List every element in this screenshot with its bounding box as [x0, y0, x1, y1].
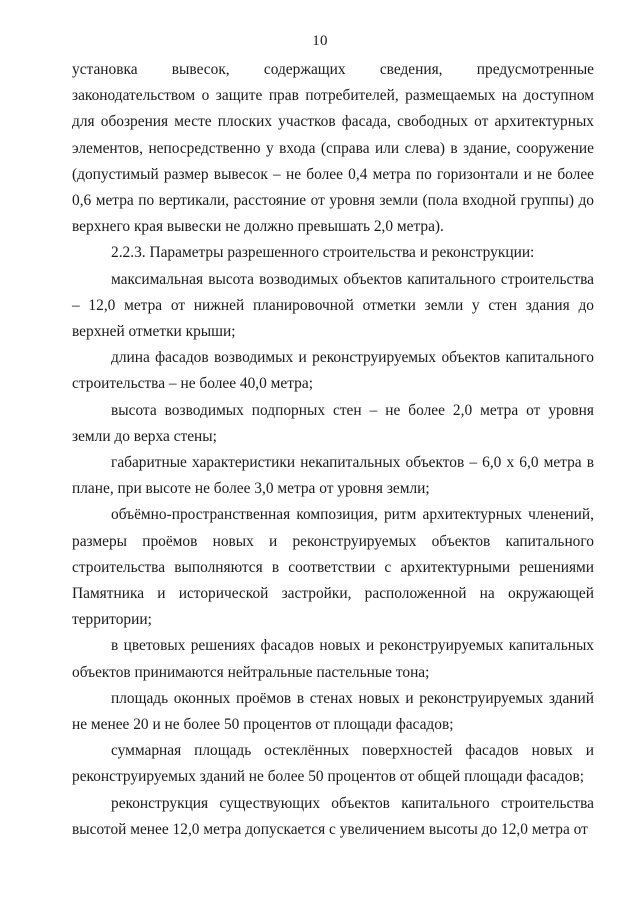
paragraph-section-heading: 2.2.3. Параметры разрешенного строительства и реконструкции: — [111, 244, 535, 262]
paragraph-color-scheme: в цветовых решениях фасадов новых и реконструируемых капитальных объектов принимаются нейтральные пастельные тона; — [72, 637, 594, 681]
paragraph-max-height: максимальная высота возводимых объектов капитального строительства – 12,0 метра от нижней планировочной отметки земли у стен здания до верхней отметки крыши; — [72, 270, 594, 341]
paragraph-composition: объёмно-пространственная композиция, ритм архитектурных членений, размеры проёмов новых и реконструируемых объектов капитального строительства выполняются в соответствии с архитектурными решениями Памятника и исторической застройки, расположенной на окружающей территории; — [72, 506, 594, 629]
document-body — [72, 57, 594, 843]
paragraph-facade-length: длина фасадов возводимых и реконструируемых объектов капитального строительства – не более 40,0 метра; — [72, 349, 594, 393]
page-number: 10 — [312, 33, 328, 49]
paragraph-reconstruction: реконструкция существующих объектов капитального строительства высотой менее 12,0 метра допускается с увеличением высоты до 12,0 метра от — [72, 794, 594, 838]
paragraph-retaining-walls: высота возводимых подпорных стен – не более 2,0 метра от уровня земли до верха стены; — [72, 401, 594, 445]
paragraph-glazing-area: суммарная площадь остеклённых поверхностей фасадов новых и реконструируемых зданий не более 50 процентов от общей площади фасадов; — [72, 742, 594, 786]
paragraph-temporary-objects: габаритные характеристики некапитальных объектов – 6,0 х 6,0 метра в плане, при высоте не более 3,0 метра от уровня земли; — [72, 454, 594, 498]
paragraph-signage: установка вывесок, содержащих сведения, предусмотренные законодательством о защите прав потребителей, размещаемых на доступном для обозрения месте плоских участков фасада, свободных от архитектурных элементов, непосредственно у входа (справа или слева) в здание, сооружение (допустимый размер вывесок – не более 0,4 метра по горизонтали и не более 0,6 метра по вертикали, расстояние от уровня земли (пола входной группы) до верхнего края вывески не должно превышать 2,0 метра). — [72, 61, 594, 236]
paragraph-window-area: площадь оконных проёмов в стенах новых и реконструируемых зданий не менее 20 и не более 50 процентов от площади фасадов; — [72, 689, 594, 734]
